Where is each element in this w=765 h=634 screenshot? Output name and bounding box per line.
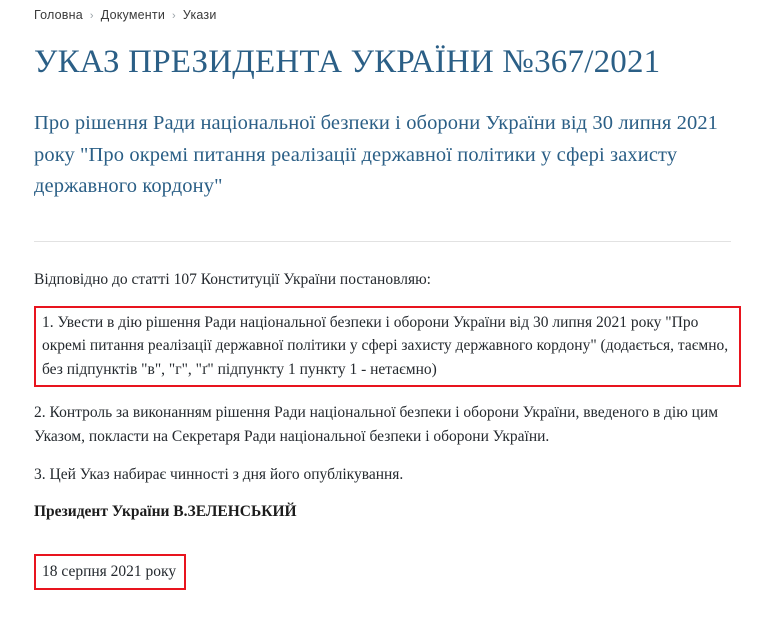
clause-2: 2. Контроль за виконанням рішення Ради національної безпеки і оборони України, введеного в дію цим Указом, покласти на Секретаря Ради національної безпеки і оборони України. xyxy=(34,404,719,445)
page-title: УКАЗ ПРЕЗИДЕНТА УКРАЇНИ №367/2021 xyxy=(34,44,661,80)
intro-paragraph: Відповідно до статті 107 Конституції України постановляю: xyxy=(34,271,431,289)
clause-3: 3. Цей Указ набирає чинності з дня його опублікування. xyxy=(34,465,404,483)
breadcrumb-item-documents[interactable]: Документи xyxy=(100,8,166,22)
document-subtitle: Про рішення Ради національної безпеки і оборони України від 30 липня 2021 року "Про окремі питання реалізації державної політики у сфері захисту державного кордону" xyxy=(34,111,719,198)
breadcrumb-separator-icon: › xyxy=(89,10,94,22)
section-divider xyxy=(34,241,731,242)
breadcrumb-item-decrees[interactable]: Укази xyxy=(182,8,217,22)
breadcrumb-separator-icon: › xyxy=(172,10,176,22)
document-date-highlighted: 18 серпня 2021 року xyxy=(34,554,186,591)
signature-line: Президент України В.ЗЕЛЕНСЬКИЙ xyxy=(34,503,297,521)
clause-1-highlighted: 1. Увести в дію рішення Ради національної безпеки і оборони України від 30 липня 2021 року "Про окремі питання реалізації державної політики у сфері захисту державного кордону" (додається, таємно, без підпунктів "в", "г", "ґ" підпункту 1 пункту 1 - нетаємно) xyxy=(34,306,741,388)
breadcrumb xyxy=(34,0,731,22)
document-body xyxy=(34,268,731,590)
breadcrumb-item-home[interactable]: Головна xyxy=(34,8,83,22)
